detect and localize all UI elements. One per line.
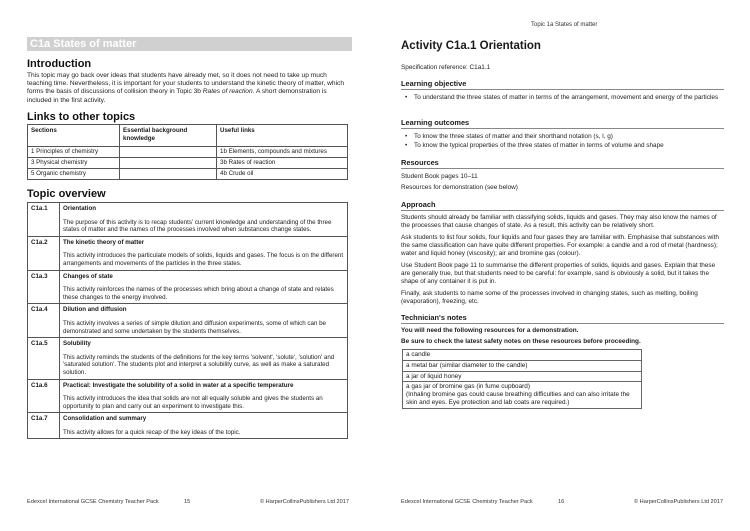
table-row <box>403 350 642 361</box>
footer-copyright: © HarperCollinsPublishers Ltd 2017 <box>634 499 724 505</box>
table-cell <box>120 147 217 158</box>
section-divider <box>401 210 724 211</box>
technician-note: You will need the following resources for a demonstration. <box>401 327 579 334</box>
approach-paragraph: Ask students to list four solids, four liquids and four gases they are familiar with. Emphasise that substances with the same classification can have quite different properties. For example: a candle and a rod of metal (hardness); water and liquid honey (viscosity); air and bromine gas (colour). <box>401 234 719 257</box>
activity-title: Dilution and diffusion <box>63 306 127 314</box>
objective-heading: Learning objective <box>401 79 467 88</box>
approach-paragraph: Use Student Book page 11 to summarise the different properties of solids, liquids and gases. Explain that these are generally true, but that students need to be careful: for example, sand is obviously a solid, but it takes the shape of any container it is put in. <box>401 262 716 285</box>
activity-desc: This activity reinforces the names of the processes which bring about a change of state and relates these changes to the energy involved. <box>63 286 334 301</box>
list-item: • To know the three states of matter and their shorthand notation (s, l, g) <box>405 133 723 141</box>
table-cell: a jar of liquid honey <box>403 371 642 382</box>
activity-title: Solubility <box>63 340 91 348</box>
list-item: • To understand the three states of matter in terms of the arrangement, movement and energy of the particles <box>405 94 723 102</box>
resources-heading: Resources <box>401 158 439 167</box>
activity-desc: This activity involves a series of simple dilution and diffusion experiments, some of which can be demonstrated and some undertaken by the students themselves. <box>63 319 326 335</box>
activity-title: The kinetic theory of matter <box>63 238 145 246</box>
table-cell: a gas jar of bromine gas (in fume cupboard) (Inhaling bromine gas could cause breathing difficulties and can also irritate the skin and eyes. Eye protection and lab coats are required.) <box>403 382 642 408</box>
section-divider <box>401 168 724 169</box>
activity-code: C1a.7 <box>28 413 60 439</box>
table-row <box>28 304 348 338</box>
activity-title: Consolidation and summary <box>63 415 147 423</box>
footer-page-number: 15 <box>184 499 191 505</box>
links-heading: Links to other topics <box>27 111 136 123</box>
table-row <box>28 147 348 158</box>
activity-cell <box>60 203 348 237</box>
table-row <box>28 379 348 413</box>
table-row <box>28 203 348 237</box>
intro-heading: Introduction <box>27 58 92 70</box>
technician-heading: Technician's notes <box>401 313 467 322</box>
activity-title: Changes of state <box>63 272 113 280</box>
table-cell: 1 Principles of chemistry <box>28 147 120 158</box>
footer-page-number: 16 <box>558 499 565 505</box>
footer-book-title: Edexcel International GCSE Chemistry Teacher Pack <box>27 499 159 505</box>
table-row <box>403 382 642 408</box>
right-page <box>375 0 750 531</box>
activity-code: C1a.4 <box>28 304 60 338</box>
activity-cell <box>60 379 348 413</box>
list-item: • To know the typical properties of the three states of matter in terms of volume and shape <box>405 142 723 150</box>
table-cell: 3b Rates of reaction <box>217 158 348 169</box>
activity-code: C1a.5 <box>28 338 60 379</box>
activity-cell <box>60 270 348 304</box>
footer-copyright: © HarperCollinsPublishers Ltd 2017 <box>260 499 350 505</box>
table-cell: a candle <box>403 350 642 361</box>
approach-paragraph: Finally, ask students to name some of the processes involved in changing states, such as melting, boiling (evaporation), freezing, etc. <box>401 290 698 305</box>
activity-code: C1a.2 <box>28 236 60 270</box>
links-table-header-row <box>28 125 348 147</box>
resources-table <box>402 349 642 409</box>
table-row <box>28 338 348 379</box>
activity-code: C1a.6 <box>28 379 60 413</box>
resource-line: Resources for demonstration (see below) <box>401 184 518 191</box>
links-table <box>27 124 348 180</box>
overview-heading: Topic overview <box>27 188 106 200</box>
running-head: Topic 1a States of matter <box>531 22 598 28</box>
activity-code: C1a.1 <box>28 203 60 237</box>
activity-desc: This activity reminds the students of the definitions for the key terms 'solvent', 'solute', 'solution' and 'saturated solution'. The students plot and interpret a solubility curve, as well as make a saturated solution. <box>63 353 335 376</box>
table-row <box>28 413 348 439</box>
activity-cell <box>60 413 348 439</box>
activity-cell <box>60 338 348 379</box>
approach-heading: Approach <box>401 200 436 209</box>
spec-reference: Specification reference: C1a1.1 <box>401 64 491 71</box>
activity-desc: The purpose of this activity is to recap students' current knowledge and understanding of the three states of matter and the names of the processes involved when substances change states. <box>63 218 332 234</box>
table-cell <box>120 158 217 169</box>
table-row <box>28 270 348 304</box>
resource-line: Student Book pages 10–11 <box>401 173 478 180</box>
section-divider <box>401 89 724 90</box>
table-row <box>28 158 348 169</box>
table-cell: 5 Organic chemistry <box>28 169 120 180</box>
table-cell: 1b Elements, compounds and mixtures <box>217 147 348 158</box>
activity-title: Practical: Investigate the solubility of a solid in water at a specific temperature <box>63 381 294 389</box>
section-divider <box>401 128 724 129</box>
table-cell: 3 Physical chemistry <box>28 158 120 169</box>
table-row <box>28 169 348 180</box>
links-col-useful: Useful links <box>217 125 348 147</box>
activity-cell <box>60 236 348 270</box>
table-row <box>28 236 348 270</box>
technician-note: Be sure to check the latest safety notes on these resources before proceeding. <box>401 338 641 345</box>
table-cell: a metal bar (similar diameter to the candle) <box>403 360 642 371</box>
table-cell <box>120 169 217 180</box>
activity-title: Activity C1a.1 Orientation <box>401 40 541 52</box>
footer-book-title: Edexcel International GCSE Chemistry Teacher Pack <box>401 499 533 505</box>
outcomes-heading: Learning outcomes <box>401 118 470 127</box>
approach-paragraph: Students should already be familiar with classifying solids, liquids and gases. They may also know the names of the processes that cause changes of state. As a result, this activity can be relatively short. <box>401 214 717 229</box>
links-col-sections: Sections <box>28 125 120 147</box>
links-col-essential: Essential background knowledge <box>120 125 217 147</box>
table-row <box>403 371 642 382</box>
activity-desc: This activity allows for a quick recap of the key ideas of the topic. <box>63 428 241 436</box>
overview-table <box>27 202 348 439</box>
section-divider <box>401 323 724 324</box>
table-row <box>403 360 642 371</box>
activity-desc: This activity introduces the idea that solids are not all equally soluble and gives the students an opportunity to plan and carry out an experiment to investigate this. <box>63 395 323 410</box>
activity-cell <box>60 304 348 338</box>
activity-code: C1a.3 <box>28 270 60 304</box>
table-cell: 4b Crude oil <box>217 169 348 180</box>
topic-banner: C1a States of matter <box>27 37 352 51</box>
intro-text: This topic may go back over ideas that students have already met, so it does not need to take up much teaching time. Nevertheless, it is important for your students to understand the kinetic theory of matter, which forms the basis of discussions of collision theory in Topic 3b Rates of reaction. A short demonstration is included in the first activity. <box>27 72 345 104</box>
activity-title: Orientation <box>63 205 97 212</box>
activity-desc: This activity introduces the particulate models of solids, liquids and gases. The focus is on the different arrangements and movements of the particles in the three states. <box>63 252 344 267</box>
